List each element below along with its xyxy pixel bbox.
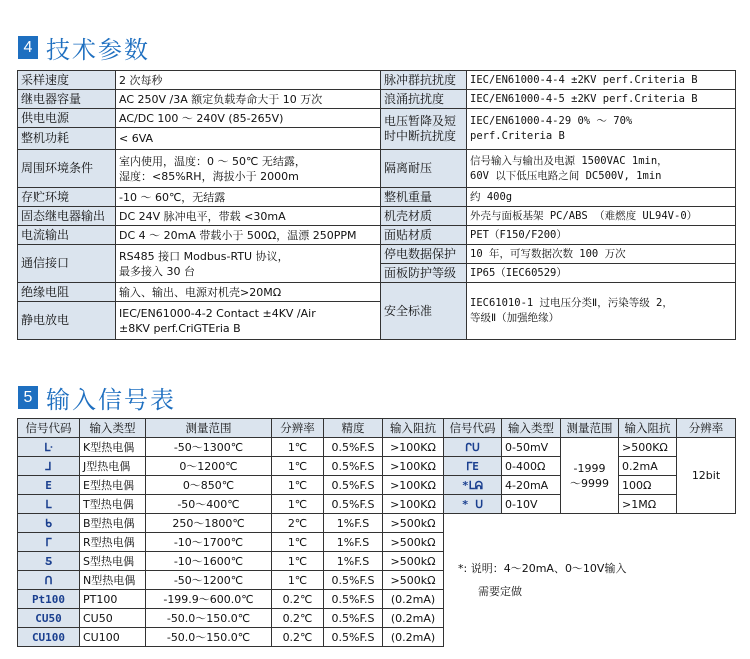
spec-label: 通信接口	[18, 245, 116, 283]
column-header: 分辨率	[272, 419, 324, 438]
input-impedance: >100KΩ	[383, 438, 444, 457]
accuracy: 0.5%F.S	[324, 457, 383, 476]
input-type: N型热电偶	[80, 571, 146, 590]
input-type: E型热电偶	[80, 476, 146, 495]
signal-code: Ƽ	[18, 552, 80, 571]
spec-value: PET（F150/F200）	[467, 226, 736, 245]
input-type: B型热电偶	[80, 514, 146, 533]
signal-code: ᒥ	[18, 533, 80, 552]
spec-row	[18, 207, 736, 226]
input-impedance: >100KΩ	[383, 495, 444, 514]
input-type: 4-20mA	[502, 476, 561, 495]
spec-value: DC 4 ～ 20mA 带载小于 500Ω，温漂 250PPM	[116, 226, 381, 245]
column-header: 信号代码	[18, 419, 80, 438]
column-header: 输入阻抗	[619, 419, 677, 438]
spec-label: 固态继电器输出	[18, 207, 116, 226]
column-header: 测量范围	[146, 419, 272, 438]
input-impedance: >1MΩ	[619, 495, 677, 514]
signal-code: Ε	[18, 476, 80, 495]
input-impedance: (0.2mA)	[383, 609, 444, 628]
spec-value: DC 24V 脉冲电平，带载 <30mA	[116, 207, 381, 226]
spec-label: 脉冲群抗扰度	[381, 71, 467, 90]
input-type: CU50	[80, 609, 146, 628]
column-header: 分辨率	[677, 419, 736, 438]
input-type: 0-10V	[502, 495, 561, 514]
input-type: K型热电偶	[80, 438, 146, 457]
signal-code: Pt100	[18, 590, 80, 609]
accuracy: 1%F.S	[324, 552, 383, 571]
spec-label: 停电数据保护	[381, 245, 467, 264]
spec-label: 浪涌抗扰度	[381, 90, 467, 109]
signal-row	[18, 457, 736, 476]
spec-label: 整机重量	[381, 188, 467, 207]
measure-range: -50～1200℃	[146, 571, 272, 590]
measure-range: -1999 ～9999	[561, 438, 619, 514]
section-title: 技术参数	[46, 36, 150, 64]
spec-table	[17, 70, 736, 340]
measure-range: 250～1800℃	[146, 514, 272, 533]
spec-value: RS485 接口 Modbus-RTU 协议， 最多接入 30 台	[116, 245, 381, 283]
spec-value: IP65（IEC60529）	[467, 264, 736, 283]
measure-range: -50～400℃	[146, 495, 272, 514]
signal-code: * ᑌ	[444, 495, 502, 514]
spec-label: 供电电源	[18, 109, 116, 128]
resolution: 2℃	[272, 514, 324, 533]
spec-value: AC 250V /3A 额定负载寿命大于 10 万次	[116, 90, 381, 109]
measure-range: -50～1300℃	[146, 438, 272, 457]
measure-range: -10～1700℃	[146, 533, 272, 552]
spec-label: 面板防护等级	[381, 264, 467, 283]
spec-label: 周围环境条件	[18, 150, 116, 188]
input-impedance: >100KΩ	[383, 457, 444, 476]
spec-row	[18, 71, 736, 90]
signal-code: ᒥE	[444, 457, 502, 476]
column-header: 输入阻抗	[383, 419, 444, 438]
spec-label: 隔离耐压	[381, 150, 467, 188]
section-title: 输入信号表	[46, 386, 176, 414]
input-type: 0-50mV	[502, 438, 561, 457]
section-number: 5	[18, 386, 38, 409]
spec-value: 信号输入与输出及电源 1500VAC 1min， 60V 以下低压电路之间 DC500V, 1min	[467, 150, 736, 188]
input-type: S型热电偶	[80, 552, 146, 571]
accuracy: 0.5%F.S	[324, 438, 383, 457]
spec-label: 采样速度	[18, 71, 116, 90]
input-impedance: >500kΩ	[383, 552, 444, 571]
spec-label: 电压暂降及短 时中断抗扰度	[381, 109, 467, 150]
signal-code: ᑎ	[18, 571, 80, 590]
spec-value: 室内使用，温度：0 ～ 50℃ 无结露， 湿度：<85%RH，海拔小于 2000m	[116, 150, 381, 188]
accuracy: 1%F.S	[324, 533, 383, 552]
measure-range: -50.0～150.0℃	[146, 609, 272, 628]
signal-row	[18, 476, 736, 495]
input-type: J型热电偶	[80, 457, 146, 476]
spec-row	[18, 150, 736, 188]
column-header: 测量范围	[561, 419, 619, 438]
spec-row	[18, 245, 736, 264]
accuracy: 0.5%F.S	[324, 609, 383, 628]
spec-label: 电流输出	[18, 226, 116, 245]
resolution: 1℃	[272, 476, 324, 495]
signal-code: ᒪ	[18, 495, 80, 514]
section-4-header	[18, 30, 150, 65]
signal-code: CU50	[18, 609, 80, 628]
column-header: 输入类型	[502, 419, 561, 438]
measure-range: -199.9～600.0℃	[146, 590, 272, 609]
spec-row	[18, 188, 736, 207]
spec-label: 继电器容量	[18, 90, 116, 109]
spec-label: 机壳材质	[381, 207, 467, 226]
spec-label: 整机功耗	[18, 128, 116, 150]
column-header: 信号代码	[444, 419, 502, 438]
spec-label: 静电放电	[18, 302, 116, 340]
resolution: 0.2℃	[272, 590, 324, 609]
input-impedance: (0.2mA)	[383, 628, 444, 647]
spec-value: IEC/EN61000-4-2 Contact ±4KV /Air ±8KV perf.CriGTEria B	[116, 302, 381, 340]
spec-row	[18, 226, 736, 245]
input-impedance: >100KΩ	[383, 476, 444, 495]
column-header: 精度	[324, 419, 383, 438]
measure-range: 0～850℃	[146, 476, 272, 495]
input-impedance: >500kΩ	[383, 514, 444, 533]
signal-table	[17, 418, 736, 647]
input-type: CU100	[80, 628, 146, 647]
note-line: 需要定做	[478, 585, 522, 599]
column-header: 输入类型	[80, 419, 146, 438]
resolution: 1℃	[272, 457, 324, 476]
signal-code: ᒋᑌ	[444, 438, 502, 457]
measure-range: -10～1600℃	[146, 552, 272, 571]
spec-label: 安全标准	[381, 283, 467, 340]
signal-row	[18, 514, 736, 533]
input-type: R型热电偶	[80, 533, 146, 552]
signal-code: CU100	[18, 628, 80, 647]
spec-value: < 6VA	[116, 128, 381, 150]
input-impedance: (0.2mA)	[383, 590, 444, 609]
spec-label: 面贴材质	[381, 226, 467, 245]
input-impedance: >500KΩ	[619, 438, 677, 457]
spec-value: IEC61010-1 过电压分类Ⅱ，污染等级 2， 等级Ⅱ（加强绝缘）	[467, 283, 736, 340]
resolution: 1℃	[272, 571, 324, 590]
spec-value: 外壳与面板基架 PC/ABS （难燃度 UL94V-0）	[467, 207, 736, 226]
resolution: 1℃	[272, 533, 324, 552]
signal-code: ᑲ	[18, 514, 80, 533]
spec-value: IEC/EN61000-4-29 0% ～ 70% perf.Criteria B	[467, 109, 736, 150]
section-5-header	[18, 380, 176, 415]
signal-code: ⅃	[18, 457, 80, 476]
input-impedance: >500kΩ	[383, 571, 444, 590]
accuracy: 0.5%F.S	[324, 571, 383, 590]
spec-value: IEC/EN61000-4-5 ±2KV perf.Criteria B	[467, 90, 736, 109]
measure-range: -50.0～150.0℃	[146, 628, 272, 647]
spec-value: AC/DC 100 ～ 240V (85-265V)	[116, 109, 381, 128]
spec-value: 2 次每秒	[116, 71, 381, 90]
input-type: 0-400Ω	[502, 457, 561, 476]
resolution: 0.2℃	[272, 609, 324, 628]
accuracy: 0.5%F.S	[324, 590, 383, 609]
resolution: 0.2℃	[272, 628, 324, 647]
spec-row	[18, 90, 736, 109]
spec-label: 绝缘电阻	[18, 283, 116, 302]
note-line: *: 说明：4～20mA、0～10V输入	[458, 562, 627, 576]
resolution: 1℃	[272, 552, 324, 571]
input-impedance: 0.2mA	[619, 457, 677, 476]
spec-value: IEC/EN61000-4-4 ±2KV perf.Criteria B	[467, 71, 736, 90]
signal-code: *ᒪᕱ	[444, 476, 502, 495]
input-impedance: 100Ω	[619, 476, 677, 495]
accuracy: 0.5%F.S	[324, 495, 383, 514]
accuracy: 1%F.S	[324, 514, 383, 533]
resolution: 12bit	[677, 438, 736, 514]
accuracy: 0.5%F.S	[324, 476, 383, 495]
spec-row	[18, 109, 736, 128]
signal-header-row	[18, 419, 736, 438]
spec-value: -10 ～ 60℃，无结露	[116, 188, 381, 207]
spec-value: 约 400g	[467, 188, 736, 207]
spec-row	[18, 283, 736, 302]
input-impedance: >500kΩ	[383, 533, 444, 552]
input-type: PT100	[80, 590, 146, 609]
note-cell	[444, 514, 736, 647]
measure-range: 0～1200℃	[146, 457, 272, 476]
spec-value: 输入、输出、电源对机壳>20MΩ	[116, 283, 381, 302]
accuracy: 0.5%F.S	[324, 628, 383, 647]
input-type: T型热电偶	[80, 495, 146, 514]
signal-code: ᒷ	[18, 438, 80, 457]
section-number: 4	[18, 36, 38, 59]
spec-label: 存贮环境	[18, 188, 116, 207]
resolution: 1℃	[272, 495, 324, 514]
signal-row	[18, 438, 736, 457]
signal-row	[18, 495, 736, 514]
resolution: 1℃	[272, 438, 324, 457]
spec-value: 10 年，可写数据次数 100 万次	[467, 245, 736, 264]
